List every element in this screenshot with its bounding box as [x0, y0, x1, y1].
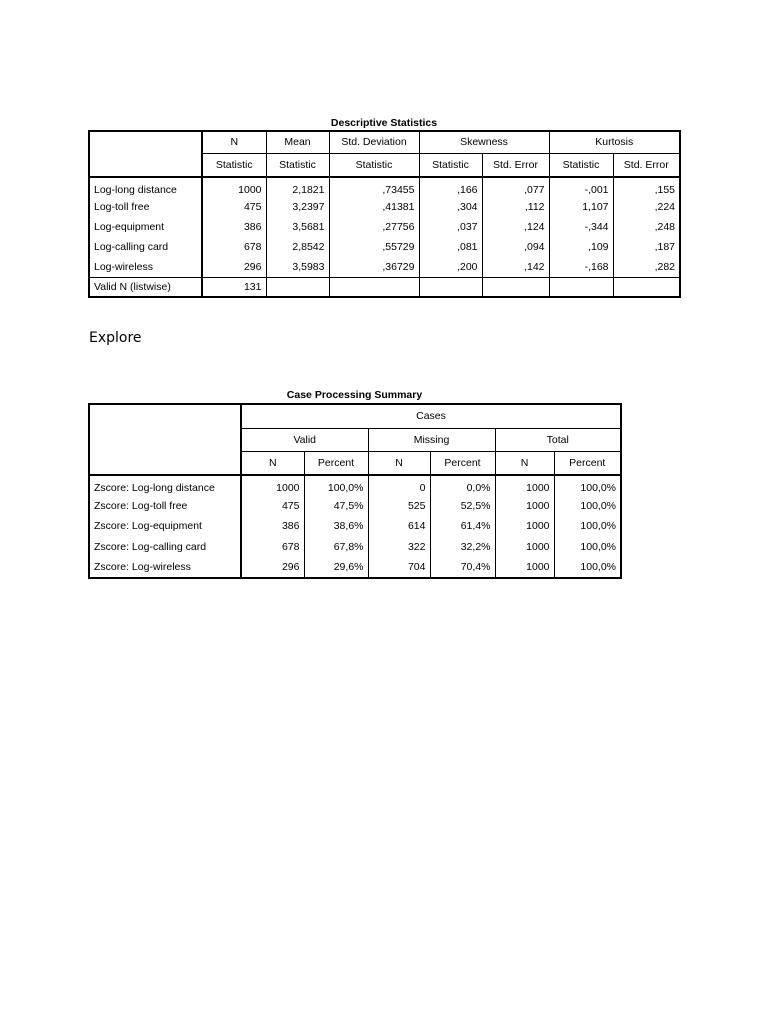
- table-cell: ,112: [482, 197, 549, 217]
- row-label: Log-toll free: [89, 197, 202, 217]
- table-cell: 1000: [495, 537, 554, 558]
- table-cell: 47,5%: [304, 496, 368, 517]
- row-label: Log-equipment: [89, 217, 202, 237]
- row-label: Log-long distance: [89, 177, 202, 197]
- table-cell: 32,2%: [430, 537, 495, 558]
- table-cell: ,55729: [329, 237, 419, 257]
- table-cell: 704: [368, 557, 430, 578]
- table-cell: 38,6%: [304, 516, 368, 537]
- case-processing-summary-title: Case Processing Summary: [286, 389, 423, 401]
- table-row: [89, 516, 621, 537]
- table-cell: 100,0%: [554, 496, 621, 517]
- subheader-statistic: Statistic: [266, 153, 329, 177]
- table-row: [89, 537, 621, 558]
- table-cell: 678: [202, 237, 266, 257]
- table-cell: ,077: [482, 177, 549, 197]
- header-missing: Missing: [368, 428, 495, 451]
- explore-heading: Explore: [89, 330, 142, 346]
- subheader-percent: Percent: [304, 451, 368, 475]
- table-cell: ,248: [613, 217, 680, 237]
- header-n: N: [202, 131, 266, 153]
- table-cell: 2,1821: [266, 177, 329, 197]
- table-cell: ,142: [482, 257, 549, 277]
- header-mean: Mean: [266, 131, 329, 153]
- table-cell: [419, 277, 482, 297]
- table-cell: 0,0%: [430, 475, 495, 496]
- table-cell: 1000: [241, 475, 304, 496]
- table-cell: 614: [368, 516, 430, 537]
- table-cell: [329, 277, 419, 297]
- table-row: [89, 277, 680, 297]
- table-cell: ,36729: [329, 257, 419, 277]
- table-cell: -,001: [549, 177, 613, 197]
- row-label: Log-calling card: [89, 237, 202, 257]
- table-cell: ,41381: [329, 197, 419, 217]
- table-cell: 67,8%: [304, 537, 368, 558]
- table-cell: ,27756: [329, 217, 419, 237]
- subheader-std-error: Std. Error: [613, 153, 680, 177]
- table-cell: [482, 277, 549, 297]
- table-cell: 0: [368, 475, 430, 496]
- table-cell: [549, 277, 613, 297]
- table-row: [89, 197, 680, 217]
- table-cell: ,109: [549, 237, 613, 257]
- table-cell: 3,5983: [266, 257, 329, 277]
- header-cases: Cases: [241, 404, 621, 428]
- descriptive-statistics-table: [88, 130, 681, 298]
- subheader-n: N: [495, 451, 554, 475]
- header-std-deviation: Std. Deviation: [329, 131, 419, 153]
- table-cell: 3,5681: [266, 217, 329, 237]
- subheader-percent: Percent: [430, 451, 495, 475]
- table-cell: -,168: [549, 257, 613, 277]
- table-cell: 296: [241, 557, 304, 578]
- subheader-n: N: [368, 451, 430, 475]
- row-label: Zscore: Log-wireless: [89, 557, 241, 578]
- table-cell: 61,4%: [430, 516, 495, 537]
- case-processing-summary-table: [88, 403, 622, 579]
- table-cell: 1000: [495, 557, 554, 578]
- table-cell: 100,0%: [554, 557, 621, 578]
- table-cell: ,224: [613, 197, 680, 217]
- table-cell: 1000: [495, 475, 554, 496]
- table-cell: 1,107: [549, 197, 613, 217]
- header-valid: Valid: [241, 428, 368, 451]
- table-cell: ,187: [613, 237, 680, 257]
- table-cell: [613, 277, 680, 297]
- table-cell: ,037: [419, 217, 482, 237]
- table-cell: 3,2397: [266, 197, 329, 217]
- subheader-percent: Percent: [554, 451, 621, 475]
- table-cell: 386: [202, 217, 266, 237]
- row-label: Log-wireless: [89, 257, 202, 277]
- table-cell: 1000: [495, 496, 554, 517]
- table-cell: 131: [202, 277, 266, 297]
- table-cell: 296: [202, 257, 266, 277]
- table-cell: 100,0%: [554, 516, 621, 537]
- table-cell: -,344: [549, 217, 613, 237]
- table-cell: 100,0%: [554, 537, 621, 558]
- row-label: Zscore: Log-equipment: [89, 516, 241, 537]
- table-cell: 29,6%: [304, 557, 368, 578]
- row-label: Zscore: Log-long distance: [89, 475, 241, 496]
- table-cell: ,081: [419, 237, 482, 257]
- table-cell: 100,0%: [554, 475, 621, 496]
- table-cell: ,094: [482, 237, 549, 257]
- table-cell: 52,5%: [430, 496, 495, 517]
- table-cell: 70,4%: [430, 557, 495, 578]
- table-row: [89, 237, 680, 257]
- subheader-n: N: [241, 451, 304, 475]
- table-cell: 678: [241, 537, 304, 558]
- corner-cell: [89, 404, 241, 475]
- subheader-statistic: Statistic: [202, 153, 266, 177]
- table-cell: ,282: [613, 257, 680, 277]
- table-cell: 100,0%: [304, 475, 368, 496]
- table-cell: 1000: [495, 516, 554, 537]
- table-cell: 475: [202, 197, 266, 217]
- table-cell: ,304: [419, 197, 482, 217]
- row-label: Valid N (listwise): [89, 277, 202, 297]
- subheader-statistic: Statistic: [549, 153, 613, 177]
- header-skewness: Skewness: [419, 131, 549, 153]
- header-total: Total: [495, 428, 621, 451]
- table-cell: ,124: [482, 217, 549, 237]
- table-cell: 1000: [202, 177, 266, 197]
- header-kurtosis: Kurtosis: [549, 131, 680, 153]
- table-row: [89, 177, 680, 197]
- table-cell: ,200: [419, 257, 482, 277]
- table-cell: ,155: [613, 177, 680, 197]
- table-cell: [266, 277, 329, 297]
- row-label: Zscore: Log-calling card: [89, 537, 241, 558]
- table-row: [89, 496, 621, 517]
- table-cell: 2,8542: [266, 237, 329, 257]
- table-row: [89, 557, 621, 578]
- table-row: [89, 475, 621, 496]
- table-row: [89, 257, 680, 277]
- subheader-std-error: Std. Error: [482, 153, 549, 177]
- table-cell: ,73455: [329, 177, 419, 197]
- table-cell: 475: [241, 496, 304, 517]
- subheader-statistic: Statistic: [419, 153, 482, 177]
- table-cell: 386: [241, 516, 304, 537]
- corner-cell: [89, 131, 202, 177]
- table-row: [89, 217, 680, 237]
- table-cell: 525: [368, 496, 430, 517]
- subheader-statistic: Statistic: [329, 153, 419, 177]
- table-cell: ,166: [419, 177, 482, 197]
- descriptive-statistics-title: Descriptive Statistics: [330, 117, 438, 129]
- row-label: Zscore: Log-toll free: [89, 496, 241, 517]
- table-cell: 322: [368, 537, 430, 558]
